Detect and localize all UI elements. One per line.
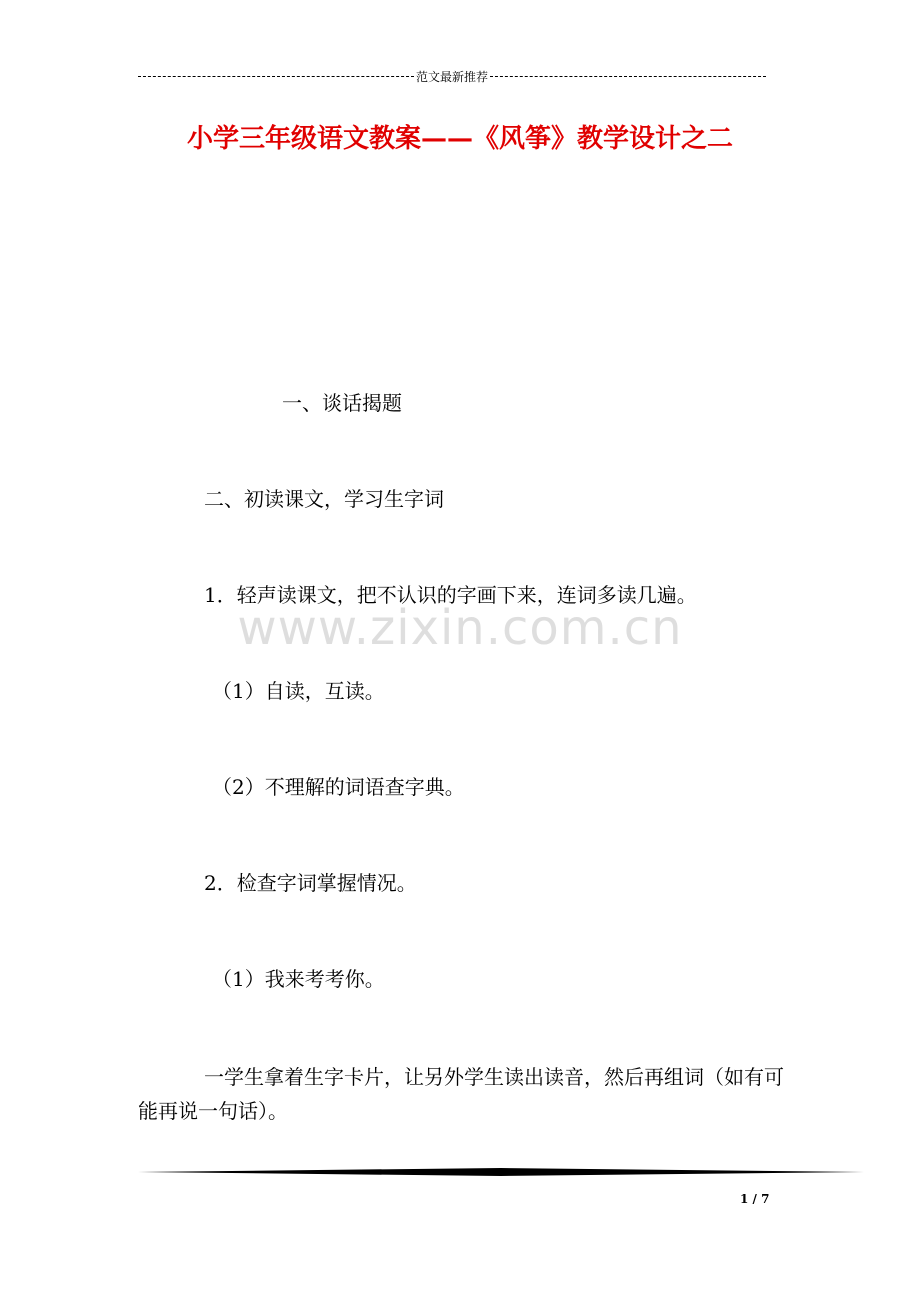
paragraph-sub-3: （1）我来考考你。 (212, 967, 385, 991)
header-label: 范文最新推荐 (416, 69, 489, 84)
header-dash-left (138, 76, 414, 77)
paragraph-step-2: 2．检查字词掌握情况。 (204, 871, 417, 895)
header-dash-right (490, 76, 766, 77)
paragraph-sub-1: （1）自读，互读。 (212, 679, 385, 703)
paragraph-activity: 一学生拿着生字卡片，让另外学生读出读音，然后再组词（如有可能再说一句话）。 (138, 1065, 784, 1123)
document-title: 小学三年级语文教案——《风筝》教学设计之二 (186, 124, 733, 154)
page-header (138, 66, 766, 86)
paragraph-sub-2: （2）不理解的词语查字典。 (212, 775, 465, 799)
page-number: 1 / 7 (740, 1192, 770, 1206)
section-heading-2: 二、初读课文，学习生字词 (204, 487, 444, 511)
watermark: www.zixin.com.cn (237, 600, 683, 656)
section-heading-1: 一、谈话揭题 (282, 391, 402, 415)
footer-rule (138, 1166, 864, 1178)
paragraph-step-1: 1．轻声读课文，把不认识的字画下来，连词多读几遍。 (204, 583, 697, 607)
